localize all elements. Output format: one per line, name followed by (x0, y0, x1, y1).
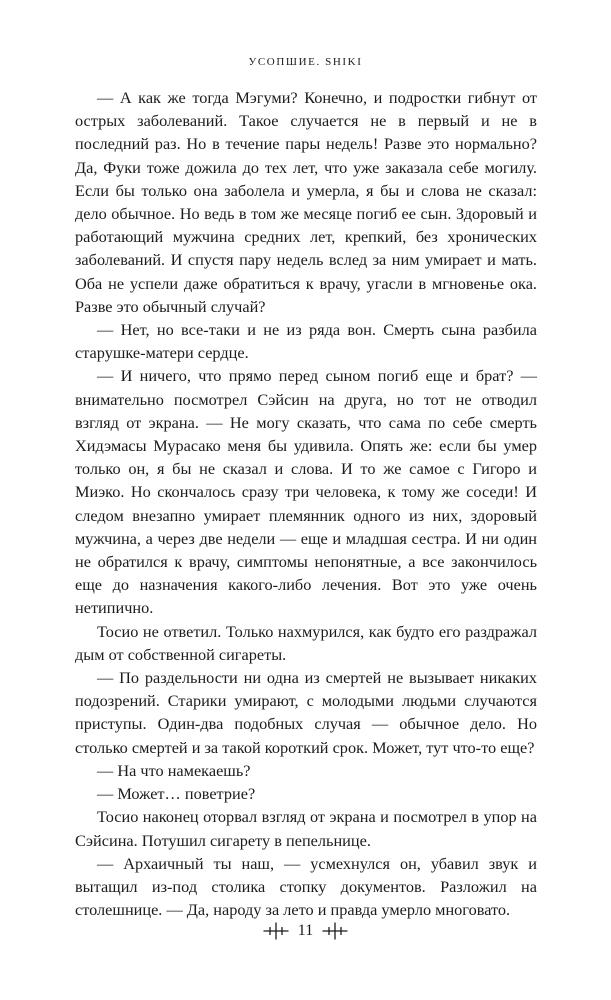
page-number: 11 (297, 922, 314, 939)
folio (0, 922, 611, 940)
ornament-cross-icon (263, 922, 289, 940)
running-head: УСОПШИЕ. SHIKI (248, 56, 363, 68)
paragraph-5: — По раздельности ни одна из смертей не вызывает никаких подозрений. Старики умирают, с молодыми людьми случаются приступы. Один-два подобных случая — обычное дело. Но столько смертей и за такой короткий срок. Может, тут что-то еще? (75, 668, 537, 757)
paragraph-6: — На что намекаешь? (97, 760, 251, 780)
paragraph-4: Тосио не ответил. Только нахмурился, как будто его раздражал дым от собственной сигареты. (75, 621, 537, 664)
paragraph-8: Тосио наконец оторвал взгляд от экрана и посмотрел в упор на Сэйсина. Потушил сигарету в пепельнице. (75, 807, 537, 850)
paragraph-9: — Архаичный ты наш, — усмехнулся он, убавил звук и вытащил из-под столика стопку документов. Разложил на столешнице. — Да, народу за лето и правда умерло многовато. (75, 853, 537, 920)
paragraph-7: — Может… поветрие? (97, 784, 256, 804)
body-text (75, 86, 537, 921)
paragraph-2: — Нет, но все-таки и не из ряда вон. Смерть сына разбила старушке-матери сердце. (75, 320, 537, 363)
paragraph-1: — А как же тогда Мэгуми? Конечно, и подростки гибнут от острых заболеваний. Такое случается не в первый и не в последний раз. Но в течение пары недель! Разве это нормально? Да, Фуки тоже дожила до тех лет, что уже заказала себе могилу. Если бы только она заболела и умерла, я бы и слова не сказал: дело обычное. Но ведь в том же месяце погиб ее сын. Здоровый и работающий мужчина средних лет, крепкий, без хронических заболеваний. И спустя пару недель вслед за ним умирает и мать. Оба не успели даже обратиться к врачу, угасли в мгновенье ока. Разве это обычный случай? (75, 88, 537, 316)
paragraph-3: — И ничего, что прямо перед сыном погиб еще и брат? — внимательно посмотрел Сэйсин на друга, но тот не отводил взгляд от экрана. — Не могу сказать, что сама по себе смерть Хидэмасы Мурасако меня бы удивила. Опять же: если бы умер только он, я бы не сказал и слова. И то же самое с Гигоро и Миэко. Но скончалось сразу три человека, к тому же соседи! И следом внезапно умирает племянник одного из них, здоровый мужчина, а через две недели — еще и младшая сестра. И ни один не обратился к врачу, симптомы непонятные, а все закончилось еще до назначения какого-либо лечения. Вот это уже очень нетипично. (75, 366, 537, 618)
ornament-cross-icon (322, 922, 348, 940)
